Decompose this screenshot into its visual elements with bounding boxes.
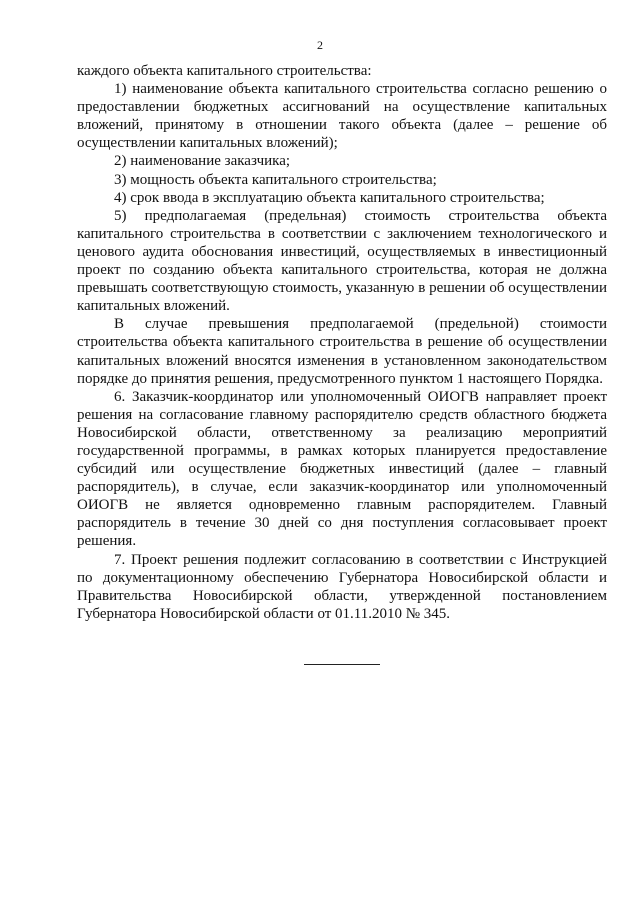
paragraph-cost-excess: В случае превышения предполагаемой (предельной) стоимости строительства объекта капитального строительства в решение об осуществлении капитальных вложений вносятся изменения в установленном законодательством порядке до принятия решения, предусмотренного пунктом 1 настоящего Порядка.	[77, 316, 607, 387]
paragraph-6: 6. Заказчик-координатор или уполномоченный ОИОГВ направляет проект решения на согласование главному распорядителю средств областного бюджета Новосибирской области, ответственному за реализацию мероприятий государственной программы, в рамках которых планируется предоставление субсидий или осуществление бюджетных инвестиций (далее – главный распорядитель), в случае, если заказчик-координатор или уполномоченный ОИОГВ не является одновременно главным распорядителем. Главный распорядитель в течение 30 дней со дня поступления согласовывает проект решения.	[77, 388, 607, 550]
list-item-2: 2) наименование заказчика;	[114, 153, 291, 170]
page-number: 2	[317, 38, 323, 52]
list-item-4: 4) срок ввода в эксплуатацию объекта капитального строительства;	[114, 189, 545, 206]
document-body	[77, 62, 607, 623]
list-item-5: 5) предполагаемая (предельная) стоимость строительства объекта капитального строительства в соответствии с заключением технологического и ценового аудита обоснования инвестиций, осуществляемых в инвестиционный проект по созданию объекта капитального строительства, которая не должна превышать соответствующую стоимость, указанную в решении об осуществлении капитальных вложений.	[77, 207, 607, 315]
paragraph-continuation: каждого объекта капитального строительства:	[77, 63, 372, 79]
list-item-3: 3) мощность объекта капитального строительства;	[114, 171, 437, 188]
end-divider-line	[304, 664, 380, 665]
list-item-1: 1) наименование объекта капитального строительства согласно решению о предоставлении бюджетных ассигнований на осуществление капитальных вложений, принятому в отношении такого объекта (далее – решение об осуществлении капитальных вложений);	[77, 81, 607, 152]
paragraph-7: 7. Проект решения подлежит согласованию в соответствии с Инструкцией по документационному обеспечению Губернатора Новосибирской области и Правительства Новосибирской области, утвержденной постановлением Губернатора Новосибирской области от 01.11.2010 № 345.	[77, 551, 607, 622]
